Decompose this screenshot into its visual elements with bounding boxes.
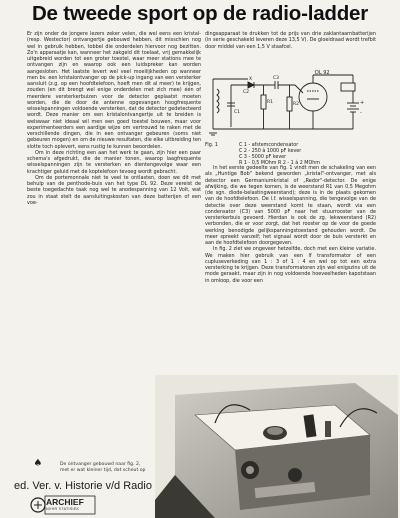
right-text-intro: [205, 31, 376, 68]
stamp-title: ARCHIEF: [46, 497, 84, 507]
legend-row: C 1 - afstemcondensator: [239, 143, 299, 148]
legend-row: C 3 - 5000 pF kever: [239, 155, 287, 160]
figure-number: Fig. 1: [205, 143, 218, 148]
right-text-column: [205, 165, 376, 389]
left-text-column: [27, 31, 201, 395]
paragraph: In fig. 2 ziet we ongeveer hetzelfde, doch met een kleine variatie. We maken hier gebruik van een lf transformator of een cupluseverkeding van 1 : 3 of 1 : 4 en wel op tot een extra versterking te krijgen. Deze transformatoren zijn wel enigszins uit de mode geraakt, maar zijn in nog voldoende hoeveelheden kapotstaan in omloop, die voor een: [205, 246, 376, 284]
paragraph: In het eerste gedeelte van fig. 1 vindt men de schakeling van een als „Huntige Bob" bekend geworden „kristal"-ontvanger, met als detector een Germaniumkristal of „Redor"-detector. De enige afwijking, die we tegen komen, is de weerstand R1 van 0,5 Megohm (de sgn. diode-belastingweerstand); deze is in de plaats gekomen van de hoofdtelefoon. De l.f. wisselspanning, die tengevolge van de detectie over deze weerstand komt te staan, wordt via een condensator (C3) van 5000 pF naar het stuurrooster van de versterkerbuis gevoerd. Hierdan is ook de zg. lekweerstand (R2) verbonden, die er voor zorgt, dat het rooster op de voor de goede werking benodigde gelijkspanningstoestand gehouden wordt. De meer spreekt vanzelf; het signaal wordt door de buis versterkt en aan de hoofdtelefoon doorgegeven.: [205, 165, 376, 246]
photo-caption: De ontvanger gebouwd naar fig. 2, met er wat kleiner tijd, dat scheut op: [60, 462, 146, 473]
paragraph: dingsapparaat te drukken tot de prijs van drie zaklantaarnbatterijen (in serie geschakeld leveren deze 13,5 V). De gloeidraad wordt trefbit door middel van een 1,5 V staafcel.: [205, 31, 376, 50]
paragraph: Er zijn onder de jongere lezers zeker velen, die wel eens een kristal- (resp. Westector) ontvangertje gebouwd hebben, dit misschien nog wel in gebruik hebben, tobbel die onderdelen hiervoor nog bezitten. Zo'n apparaatje kan, wanneer het zakgeld dit toelaat, vrij gemakkelijk uitgebreid worden tot een groter toestel, waar meer stations mee te ontvangen zijn en waarop ook een luidspreker kan worden aangesloten. Het laatste levert wel veel moeilijkheden op wanneer men bv. een kristalontvanger op de pick-up ingang van een versterker aansluit (z.g. op een hoofdtelefoon, hoeft men dit al meer) te krijgen, zouden (en dit brengt wel enige onderdelen met zich mee) één of meerdere versterkerbuizen voor de detector geplaatst moeten worden, die de door de antenne opgevangen hoogfrequente wisselspanningen voldoende versterken, dat de detector gedetecteerd wordt. Deze manier om een kristalontvangertje uit te breiden is welswaar niet ideaal wil men een goed toestel bouwen, maar voor experimenteerders een aardige wijze om vertrouwd te raken met de verschillende dingen, die in een ontvanger gebeuren (soms niet gebeuren mogen) en om de nieuwe resultaten, die elke uitbreiding ten slotte toch oplevert, eens rustig te kunnen beoordelen.: [27, 31, 201, 150]
detector-label: X: [249, 77, 253, 82]
ornament-icon: ♠: [33, 458, 43, 469]
minus-label: -: [360, 110, 362, 116]
tube-label: DL 92: [315, 70, 330, 76]
receiver-photo: [155, 375, 398, 518]
c1-label: C1: [234, 110, 241, 115]
circuit-schematic: [203, 69, 377, 144]
r2-label: R2: [293, 102, 299, 107]
legend-rows: [239, 143, 320, 167]
paragraph: Om de portemonnale niet te veel te ontlasten, doen we dit met behulp van de penthode-buis van het type DL 92. Deze vereist de beste toegedachte taak nog wel te anodespanning van 12 Volt, wat zou in staat stelt de aansluitingskosten van deze batterijen of een voe-: [27, 174, 201, 206]
c2-label: C2: [243, 90, 250, 95]
stamp-subtitle: NVHR STATISIEK: [46, 507, 80, 511]
r1-label: R1: [267, 100, 273, 105]
c3-label: C3: [273, 76, 280, 81]
paragraph: Om in deze richting een aan het werk te gaan, zijn hier een paar schema's afgedrukt, die de manier tonen, waarop laagfrequente wisselspanningen zijn te versterken en dientengevolge waar een krachtiger geluid met de koptelefoon tevoeg wordt gebracht.: [27, 149, 201, 175]
article-title: De tweede sport op de radio-ladder: [31, 2, 369, 25]
archive-watermark: ed. Ver. v. Historie v/d Radio: [14, 480, 152, 492]
legend-row: C 2 - 250 à 1000 pF kever: [239, 149, 302, 154]
plus-label: +: [360, 100, 365, 106]
legend-row: R 1 - 0,5 MOhm R 2 - 1 à 2 MOhm: [239, 161, 320, 166]
